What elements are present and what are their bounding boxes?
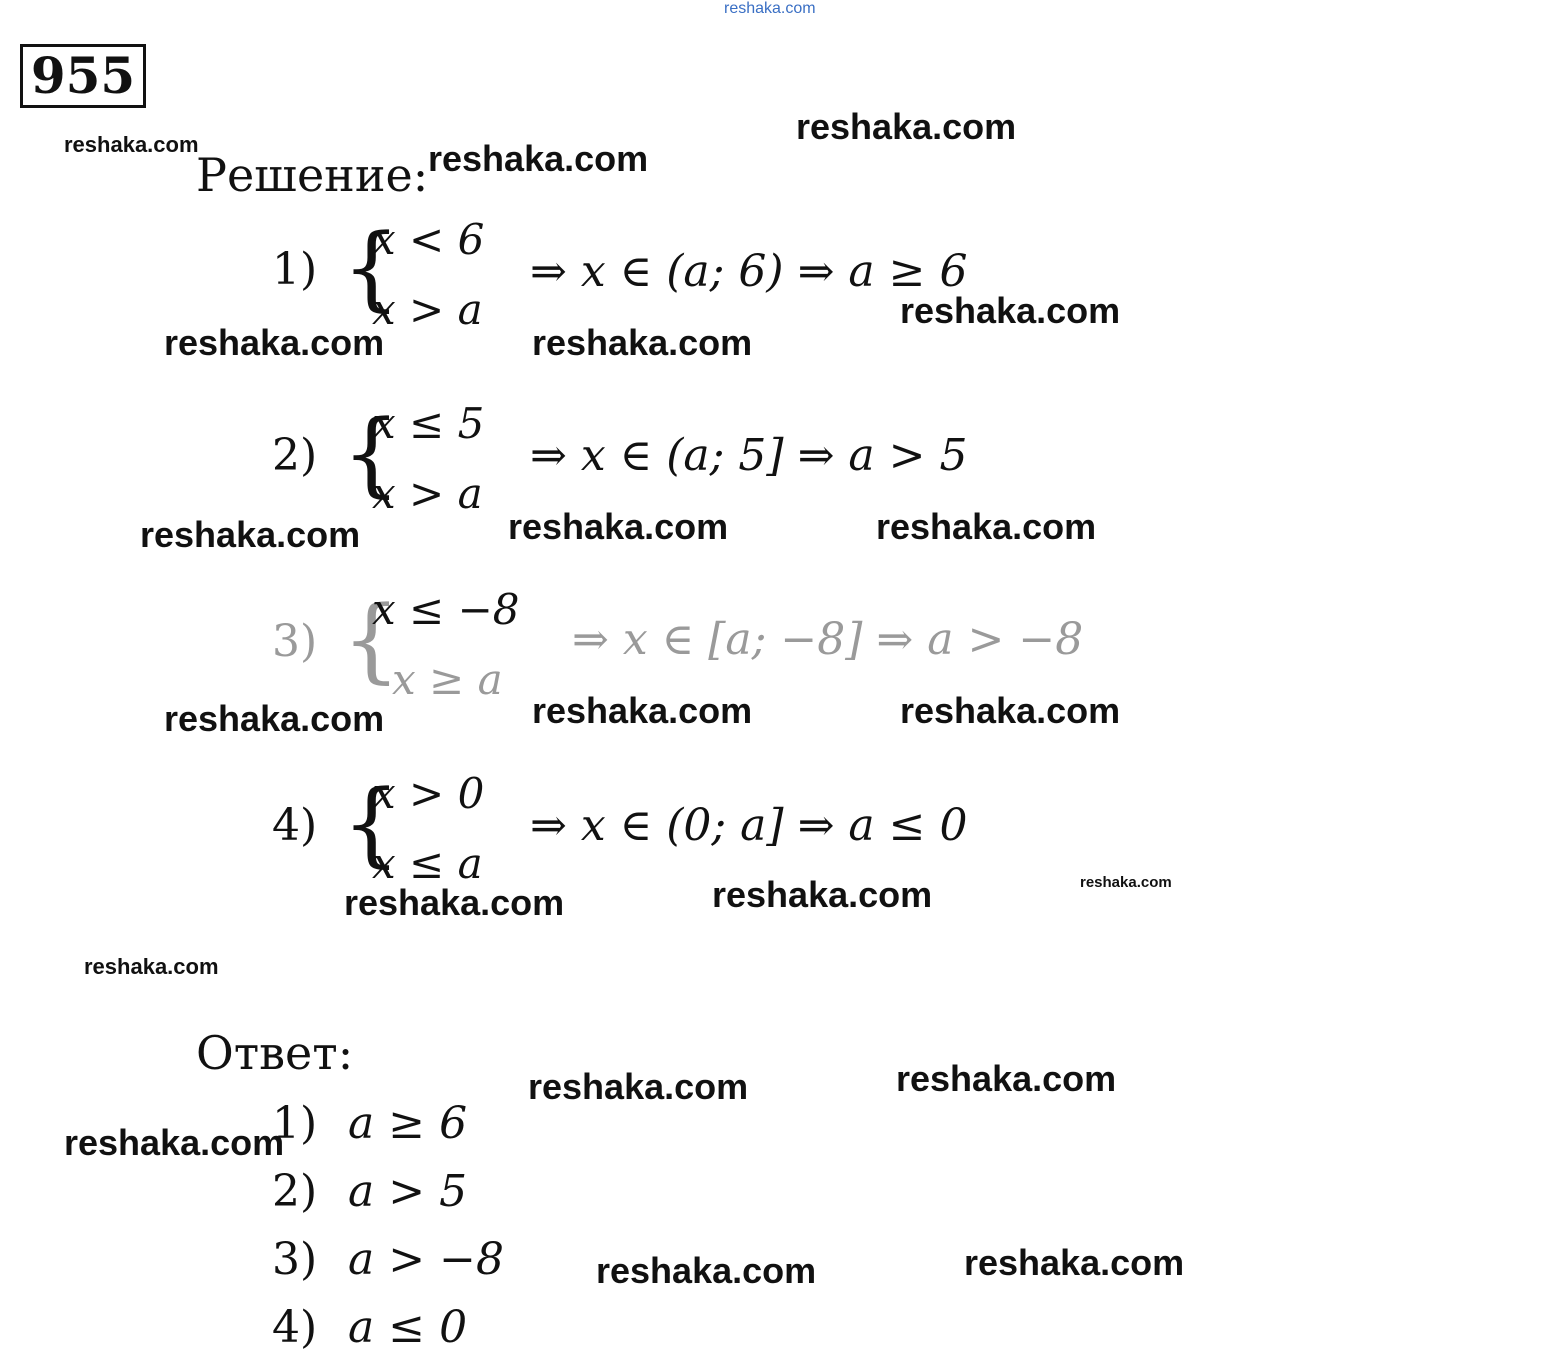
item-number: 2) <box>272 430 318 481</box>
answer-text: a ≤ 0 <box>348 1302 468 1353</box>
item-conclusion: ⇒ x ∈ (a; 6) ⇒ a ≥ 6 <box>530 246 968 297</box>
item-number: 1) <box>272 244 318 295</box>
system-line: x > a <box>372 285 483 334</box>
answer-number: 3) <box>272 1234 318 1285</box>
system-line: x ≥ a <box>392 655 503 704</box>
brace-icon: { <box>342 770 401 877</box>
system-line: x ≤ 5 <box>372 399 485 448</box>
answer-text: a > 5 <box>348 1166 468 1217</box>
answer-number: 2) <box>272 1166 318 1217</box>
watermark: reshaka.com <box>84 954 219 979</box>
answer-number: 4) <box>272 1302 318 1353</box>
watermark: reshaka.com <box>528 1066 749 1107</box>
watermark: reshaka.com <box>344 882 565 923</box>
system-line: x ≤ a <box>372 839 483 888</box>
system-line: x > a <box>372 469 483 518</box>
item-number: 3) <box>272 616 318 667</box>
system-line: x ≤ −8 <box>372 585 520 634</box>
answer-text: a ≥ 6 <box>348 1098 468 1149</box>
watermark: reshaka.com <box>1080 874 1172 891</box>
item-conclusion: ⇒ x ∈ (0; a] ⇒ a ≤ 0 <box>530 800 968 851</box>
item-conclusion: ⇒ x ∈ (a; 5] ⇒ a > 5 <box>530 430 968 481</box>
watermark: reshaka.com <box>64 132 199 157</box>
watermark: reshaka.com <box>64 1122 285 1163</box>
watermark: reshaka.com <box>164 322 385 363</box>
watermark: reshaka.com <box>796 106 1017 147</box>
solution-heading: Решение: <box>196 148 429 202</box>
brace-icon: { <box>342 214 401 321</box>
watermark-top: reshaka.com <box>724 0 816 17</box>
watermark: reshaka.com <box>532 322 753 363</box>
system-line: x < 6 <box>372 215 485 264</box>
watermark: reshaka.com <box>508 506 729 547</box>
item-number: 4) <box>272 800 318 851</box>
watermark: reshaka.com <box>876 506 1097 547</box>
watermark: reshaka.com <box>532 690 753 731</box>
answer-heading: Ответ: <box>196 1026 354 1080</box>
answer-number: 1) <box>272 1098 318 1149</box>
watermark: reshaka.com <box>428 138 649 179</box>
watermark: reshaka.com <box>896 1058 1117 1099</box>
watermark: reshaka.com <box>712 874 933 915</box>
brace-icon: { <box>342 586 401 693</box>
watermark: reshaka.com <box>596 1250 817 1291</box>
watermark: reshaka.com <box>140 514 361 555</box>
watermark: reshaka.com <box>964 1242 1185 1283</box>
system-line: x > 0 <box>372 769 485 818</box>
brace-icon: { <box>342 400 401 507</box>
watermark: reshaka.com <box>164 698 385 739</box>
item-conclusion: ⇒ x ∈ [a; −8] ⇒ a > −8 <box>572 614 1084 665</box>
problem-number: 955 <box>20 44 146 108</box>
answer-text: a > −8 <box>348 1234 504 1285</box>
watermark: reshaka.com <box>900 290 1121 331</box>
watermark: reshaka.com <box>900 690 1121 731</box>
